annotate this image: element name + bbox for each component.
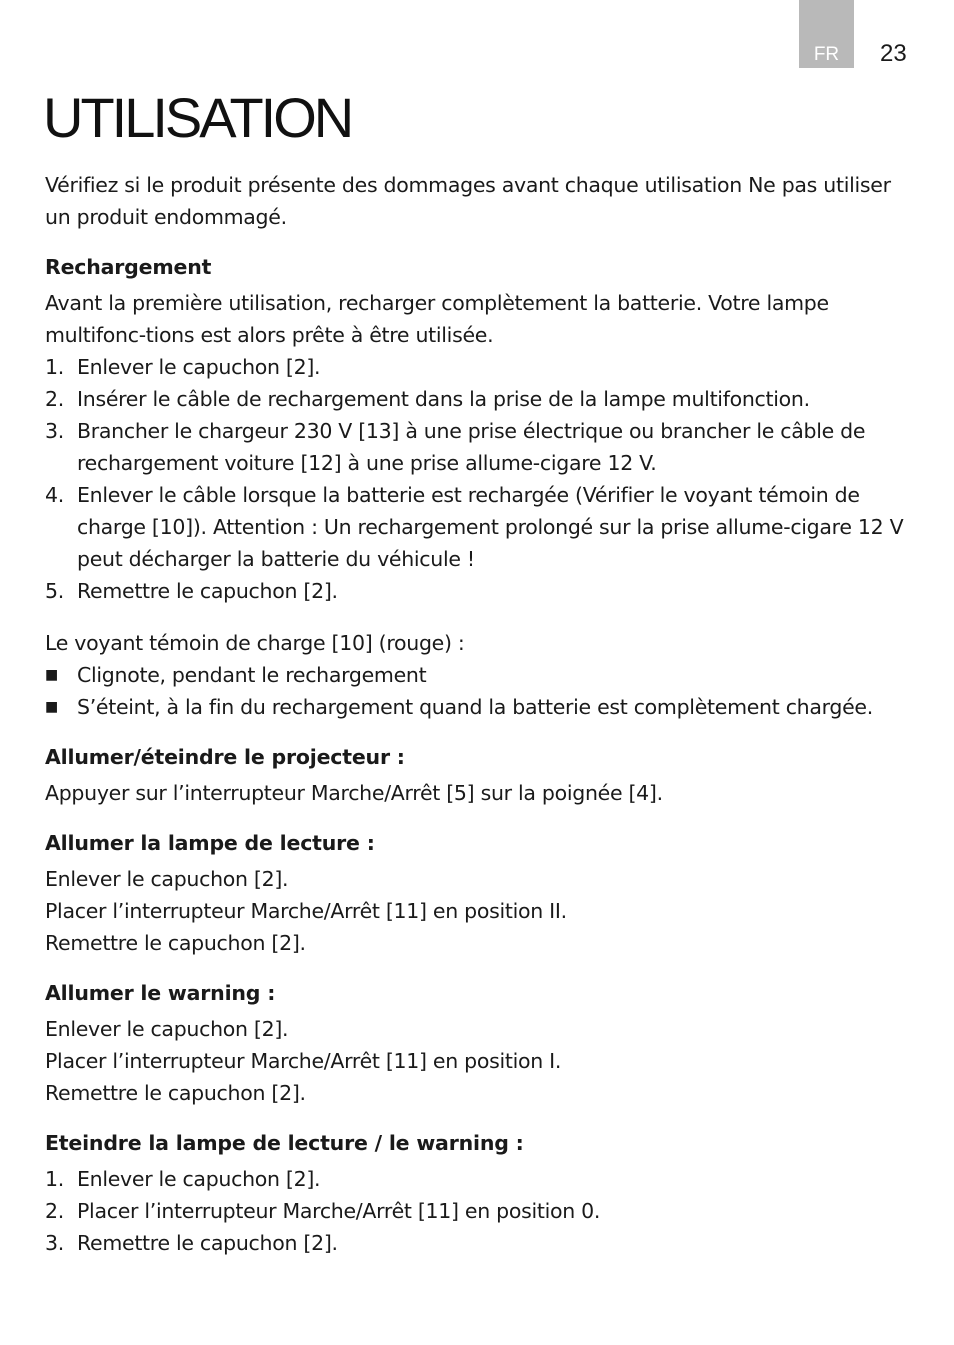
reading-lamp-line: Placer l’interrupteur Marche/Arrêt [11] en position II.: [45, 899, 567, 923]
indicator-intro: Le voyant témoin de charge [10] (rouge) :: [45, 631, 465, 655]
document-body: [45, 169, 913, 1277]
projector-section: [45, 741, 913, 809]
step-text: Placer l’interrupteur Marche/Arrêt [11] en position 0.: [77, 1199, 601, 1223]
projector-heading: Allumer/éteindre le projecteur :: [45, 745, 405, 769]
step-text: Remettre le capuchon [2].: [77, 1231, 338, 1255]
recharge-intro: Avant la première utilisation, recharger complètement la batterie. Votre lampe multifonc-tions est alors prête à être utilisée.: [45, 291, 829, 347]
step-text: Enlever le capuchon [2].: [77, 355, 321, 379]
step-text: Insérer le câble de rechargement dans la prise de la lampe multifonction.: [77, 387, 810, 411]
switch-off-heading: Eteindre la lampe de lecture / le warning :: [45, 1131, 524, 1155]
step-number: 4.: [45, 483, 64, 507]
intro-paragraph: Vérifiez si le produit présente des dommages avant chaque utilisation Ne pas utiliser un produit endommagé.: [45, 173, 891, 229]
indicator-list: [45, 659, 913, 723]
step-text: Enlever le capuchon [2].: [77, 1167, 321, 1191]
list-item: [45, 575, 913, 607]
switch-off-section: [45, 1127, 913, 1259]
step-number: 2.: [45, 387, 64, 411]
projector-text: Appuyer sur l’interrupteur Marche/Arrêt [5] sur la poignée [4].: [45, 781, 663, 805]
step-number: 3.: [45, 1231, 64, 1255]
list-item: [45, 415, 913, 479]
list-item: [45, 691, 913, 723]
list-item: [45, 383, 913, 415]
language-tab: FR: [799, 0, 854, 68]
warning-heading: Allumer le warning :: [45, 981, 276, 1005]
reading-lamp-line: Enlever le capuchon [2].: [45, 867, 289, 891]
warning-section: [45, 977, 913, 1109]
reading-lamp-section: [45, 827, 913, 959]
reading-lamp-heading: Allumer la lampe de lecture :: [45, 831, 375, 855]
page-number: 23: [880, 40, 907, 67]
list-item: [45, 1163, 913, 1195]
list-item: [45, 1195, 913, 1227]
step-text: Remettre le capuchon [2].: [77, 579, 338, 603]
recharge-section: [45, 251, 913, 723]
step-number: 3.: [45, 419, 64, 443]
square-bullet-icon: ■: [45, 667, 58, 683]
warning-line: Remettre le capuchon [2].: [45, 1081, 306, 1105]
recharge-heading: Rechargement: [45, 255, 212, 279]
square-bullet-icon: ■: [45, 699, 58, 715]
step-text: Brancher le chargeur 230 V [13] à une prise électrique ou brancher le câble de rechargement voiture [12] à une prise allume-cigare 12 V.: [77, 419, 866, 475]
step-text: Enlever le câble lorsque la batterie est rechargée (Vérifier le voyant témoin de charge [10]). Attention : Un rechargement prolongé sur la prise allume-cigare 12 V peut décharger la batterie du véhicule !: [77, 483, 904, 571]
step-number: 1.: [45, 355, 64, 379]
step-number: 5.: [45, 579, 64, 603]
bullet-text: Clignote, pendant le rechargement: [77, 663, 427, 687]
list-item: [45, 479, 913, 575]
list-item: [45, 659, 913, 691]
recharge-steps: [45, 351, 913, 607]
reading-lamp-line: Remettre le capuchon [2].: [45, 931, 306, 955]
page-title: UTILISATION: [43, 86, 352, 149]
list-item: [45, 351, 913, 383]
step-number: 2.: [45, 1199, 64, 1223]
list-item: [45, 1227, 913, 1259]
warning-line: Placer l’interrupteur Marche/Arrêt [11] en position I.: [45, 1049, 562, 1073]
switch-off-steps: [45, 1163, 913, 1259]
bullet-text: S’éteint, à la fin du rechargement quand la batterie est complètement chargée.: [77, 695, 873, 719]
warning-line: Enlever le capuchon [2].: [45, 1017, 289, 1041]
step-number: 1.: [45, 1167, 64, 1191]
